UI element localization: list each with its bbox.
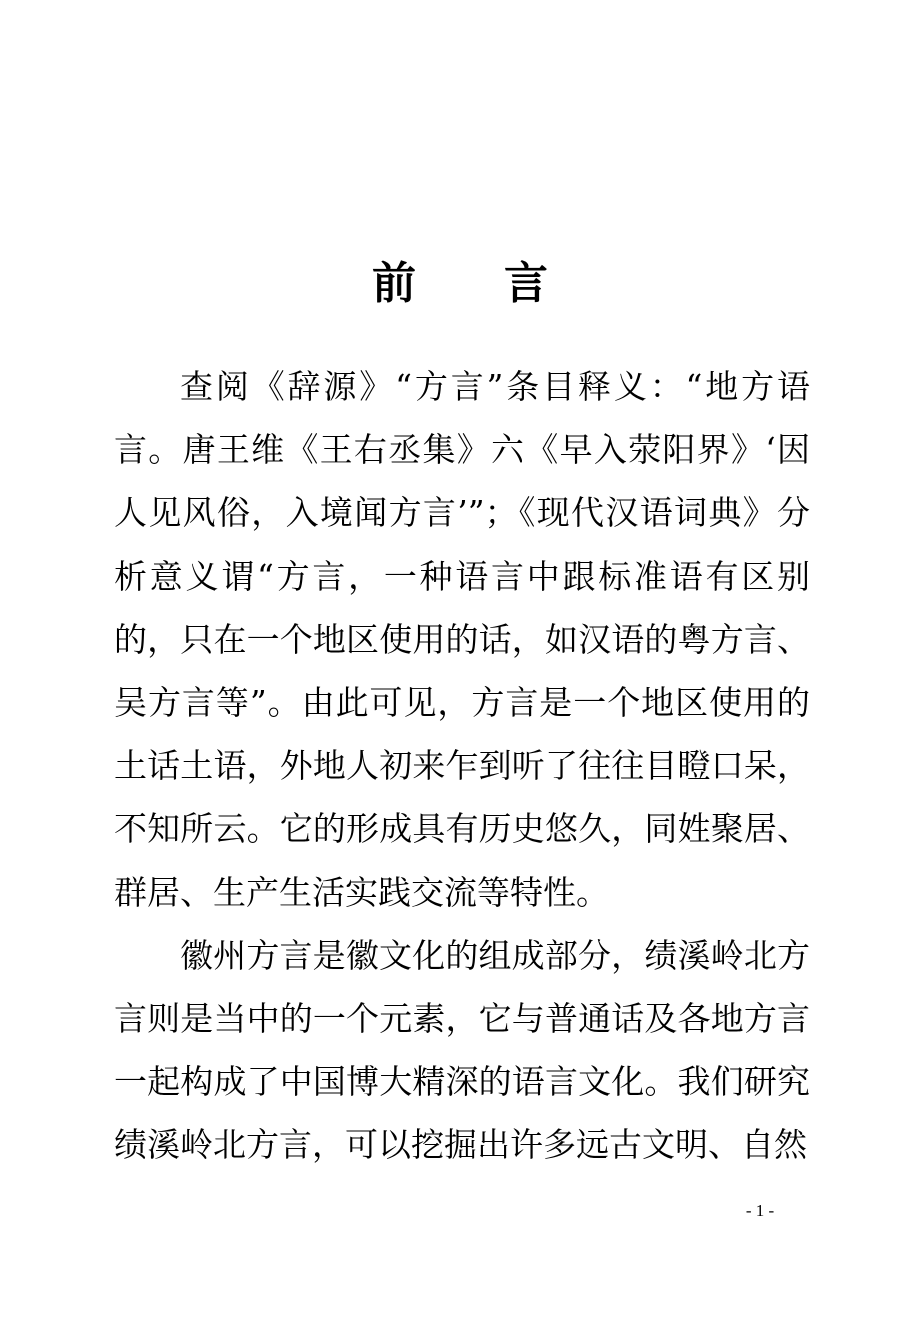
title-char-1: 前	[372, 258, 416, 310]
title-char-2: 言	[504, 258, 548, 310]
page-number: - 1 -	[745, 1201, 775, 1220]
paragraph-2: 徽州方言是徽文化的组成部分，绩溪岭北方言则是当中的一个元素，它与普通话及各地方言一起构成了中国博大精深的语言文化。我们研究绩溪岭北方言，可以挖掘出许多远古文明、自然	[114, 935, 810, 1165]
paragraph-1: 查阅《辞源》“方言”条目释义：“地方语言。唐王维《王右丞集》六《早入荥阳界》‘因人见风俗，入境闻方言’”；《现代汉语词典》分析意义谓“方言，一种语言中跟标准语有区别的，只在一个地区使用的话，如汉语的粤方言、吴方言等”。由此可见，方言是一个地区使用的土话土语，外地人初来乍到听了往往目瞪口呆，不知所云。它的形成具有历史悠久，同姓聚居、群居、生产生活实践交流等特性。	[114, 367, 810, 912]
page-title	[0, 251, 920, 317]
body-text	[114, 355, 810, 1177]
